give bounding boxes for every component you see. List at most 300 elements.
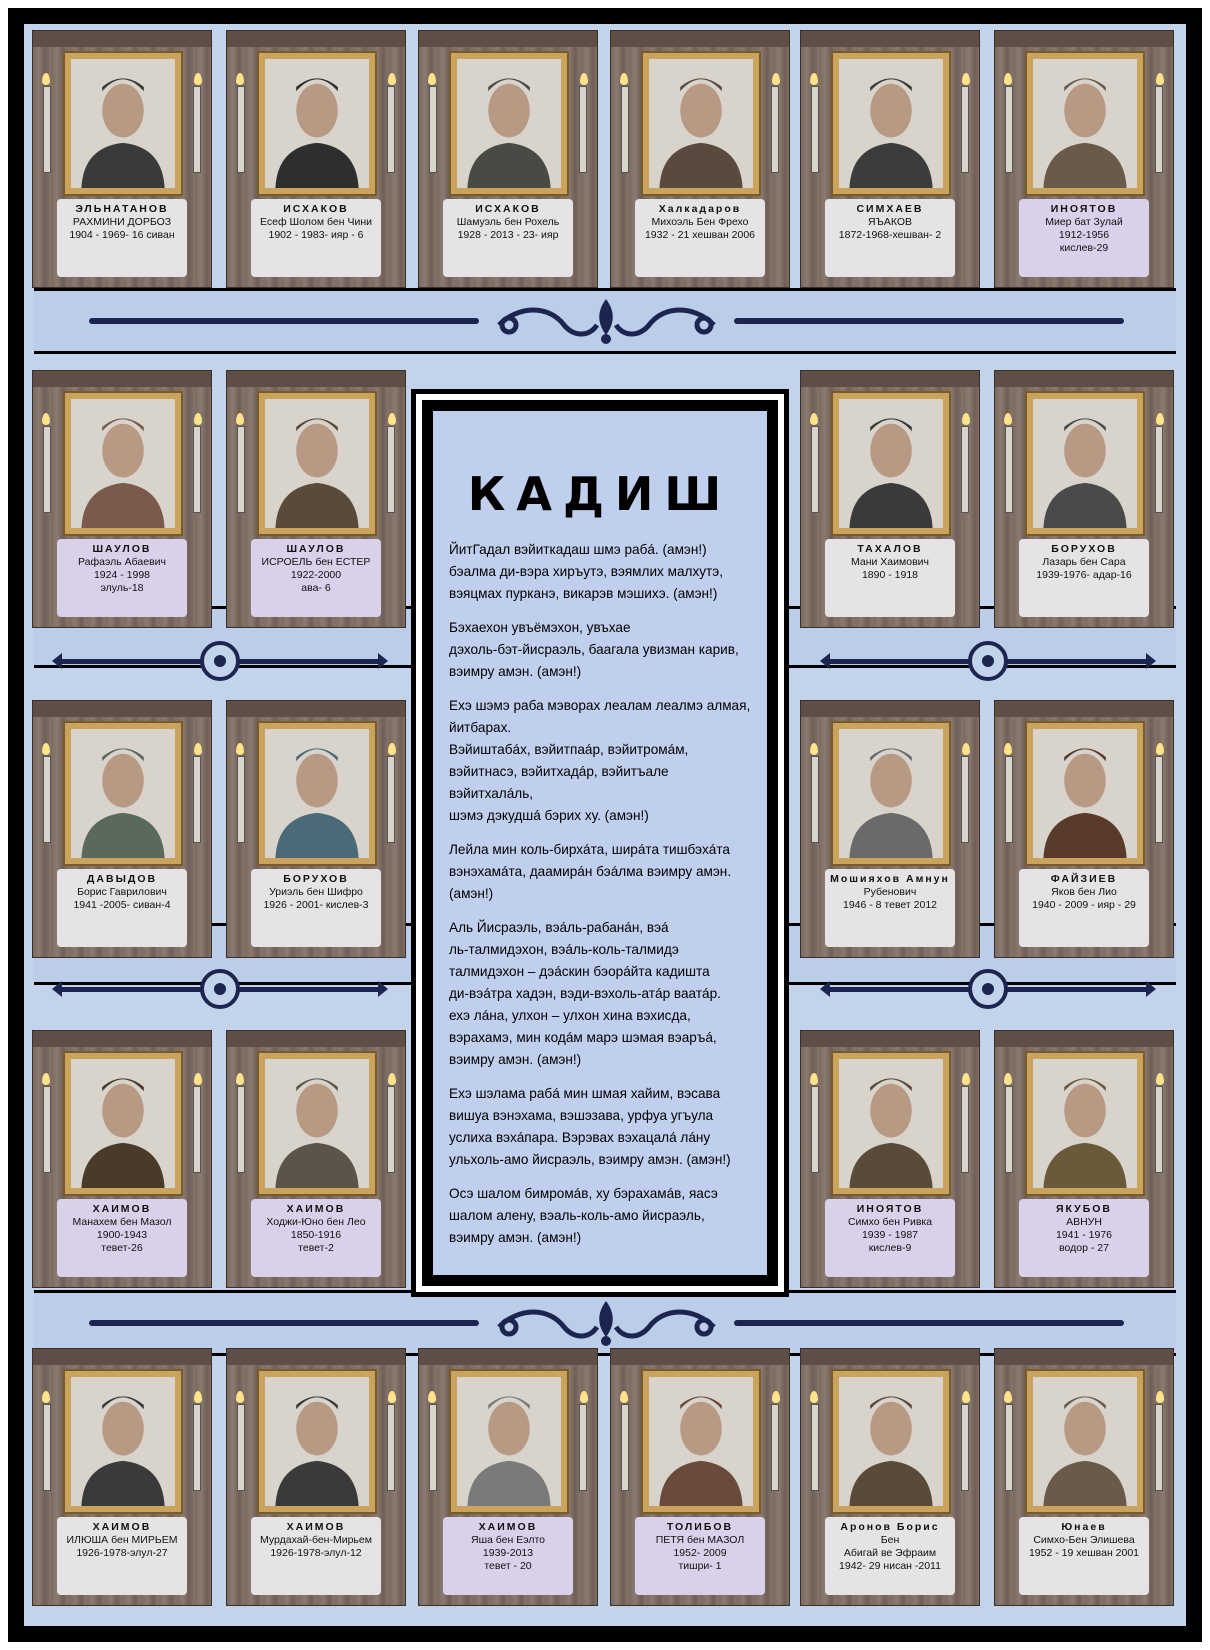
person-surname: ТАХАЛОВ [857,543,923,555]
card-caption [57,199,187,277]
portrait-frame [63,1369,183,1514]
flame-icon [236,1391,244,1403]
candle-icon [579,1404,587,1491]
portrait-icon [1033,59,1137,188]
memorial-card [610,30,790,288]
portrait-icon [71,1377,175,1506]
card-header [801,701,979,717]
portrait-icon [457,59,561,188]
candle-icon [961,86,969,173]
memorial-card [32,1348,212,1606]
flame-icon [236,743,244,755]
person-detail: тевет-2 [298,1242,334,1254]
person-detail: тевет - 20 [484,1560,532,1572]
portrait-icon [71,729,175,858]
flame-icon [1156,1391,1164,1403]
flame-icon [42,1073,50,1085]
flame-icon [388,1073,396,1085]
kaddish-text-area [433,411,767,1275]
person-detail: 1912-1956 [1058,229,1110,241]
portrait-photo [457,59,561,188]
ornament-band-top [34,288,1176,354]
person-surname: БОРУХОВ [1051,543,1117,555]
flame-icon [388,73,396,85]
candle-icon [429,86,437,173]
card-caption [57,1517,187,1595]
portrait-icon [265,399,369,528]
card-header [801,371,979,387]
portrait-frame [641,1369,761,1514]
card-header [419,31,597,47]
portrait-photo [265,59,369,188]
person-detail: ИСРОЕЛЬ бен ЕСТЕР [261,556,371,568]
portrait-icon [71,399,175,528]
portrait-frame [641,51,761,196]
card-header [33,1031,211,1047]
portrait-frame [1025,51,1145,196]
portrait-icon [265,1377,369,1506]
person-detail: Михоэль Бен Фрехо [651,216,749,228]
candle-icon [1005,86,1013,173]
portrait-icon [1033,1059,1137,1188]
flame-icon [620,1391,628,1403]
person-surname: Аронов Борис [840,1521,940,1533]
card-caption [251,1517,381,1595]
card-header [801,31,979,47]
memorial-card [226,700,406,958]
card-header [801,1349,979,1365]
candle-icon [1155,86,1163,173]
card-caption [57,1199,187,1277]
person-detail: Шамуэль бен Рохель [456,216,560,228]
person-detail: ЯЪАКОВ [867,216,913,228]
person-detail: 1926-1978-элул-27 [76,1547,168,1559]
person-surname: ХАИМОВ [286,1521,346,1533]
memorial-card [800,30,980,288]
flame-icon [42,1391,50,1403]
kaddish-paragraph: Лейла мин коль-бирхáта, ширáта тишбэхáта вэнэхамáта, даамирáн бэáлма вэимру амэн. (амэн!) [449,842,732,901]
flame-icon [580,73,588,85]
flame-icon [580,1391,588,1403]
card-caption [635,199,765,277]
flame-icon [388,413,396,425]
person-detail: Борис Гаврилович [77,886,167,898]
flame-icon [1156,413,1164,425]
candle-icon [1005,1404,1013,1491]
person-detail: 1940 - 2009 - ияр - 29 [1032,899,1136,911]
card-header [227,1349,405,1365]
person-detail: кислев-9 [868,1242,912,1254]
person-detail: 1932 - 21 хешван 2006 [644,229,756,241]
card-caption [1019,539,1149,617]
card-header [227,1031,405,1047]
portrait-icon [839,399,943,528]
candle-icon [1155,1086,1163,1173]
candle-icon [237,86,245,173]
card-header [227,371,405,387]
card-header [995,1349,1173,1365]
portrait-frame [63,1051,183,1196]
snowflake-ornament-icon [808,640,1168,684]
memorial-card [226,1348,406,1606]
candle-icon [771,1404,779,1491]
person-surname: ИСХАКОВ [475,203,541,215]
person-detail: АВНУН [1066,1216,1102,1228]
memorial-card [226,1030,406,1288]
kaddish-paragraph: Осэ шалом бимромáв, ху бэрахамáв, яасэ шалом алену, вэаль-коль-амо йисраэль, вэимру амэн. (амэн!) [449,1186,718,1245]
person-detail: ПЕТЯ бен МАЗОЛ [655,1534,745,1546]
person-surname: БОРУХОВ [283,873,349,885]
portrait-icon [1033,729,1137,858]
card-caption [251,869,381,947]
portrait-frame [1025,721,1145,866]
person-detail: Симхо бен Ривка [847,1216,933,1228]
portrait-photo [71,399,175,528]
memorial-card [32,370,212,628]
flame-icon [428,1391,436,1403]
memorial-card [800,1348,980,1606]
candle-icon [43,1086,51,1173]
card-caption [1019,1199,1149,1277]
candle-icon [43,426,51,513]
person-detail: кислев-29 [1059,242,1109,254]
portrait-icon [839,729,943,858]
portrait-frame [257,51,377,196]
person-detail: 1946 - 8 тевет 2012 [842,899,937,911]
candle-icon [621,1404,629,1491]
person-detail: водор - 27 [1059,1242,1109,1254]
card-caption [1019,1517,1149,1595]
flame-icon [236,1073,244,1085]
person-detail: 1939-1976- адар-16 [1036,569,1132,581]
portrait-frame [831,1051,951,1196]
person-detail: 1872-1968-хешван- 2 [838,229,942,241]
person-detail: 1926 - 2001- кислев-3 [263,899,369,911]
candle-icon [961,426,969,513]
snowflake-ornament-icon [40,968,400,1012]
portrait-icon [839,1377,943,1506]
kaddish-paragraphs [449,539,751,1249]
flame-icon [42,413,50,425]
person-surname: ИНОЯТОВ [856,1203,924,1215]
card-header [995,1031,1173,1047]
portrait-icon [1033,1377,1137,1506]
portrait-photo [265,729,369,858]
candle-icon [43,1404,51,1491]
card-caption [57,539,187,617]
flame-icon [1004,1073,1012,1085]
ornament-rule [734,1320,1124,1326]
memorial-card [994,370,1174,628]
ornament-rule [734,318,1124,324]
flame-icon [1156,73,1164,85]
flame-icon [1004,1391,1012,1403]
memorial-card [32,700,212,958]
card-caption [1019,199,1149,277]
person-surname: ИНОЯТОВ [1050,203,1118,215]
person-detail: 1922-2000 [290,569,342,581]
memorial-card [800,370,980,628]
person-detail: ИЛЮША бен МИРЬЕМ [66,1534,178,1546]
candle-icon [429,1404,437,1491]
person-surname: ХАИМОВ [92,1203,152,1215]
card-caption [443,1517,573,1595]
flame-icon [1156,743,1164,755]
candle-icon [193,1404,201,1491]
flame-icon [1156,1073,1164,1085]
kaddish-paragraph: Бэхаехон увъёмэхон, увъхае дэхоль-бэт-йисраэль, баагала увизман карив, вэимру амэн. (амэн!) [449,620,739,679]
person-detail: Манахем бен Мазол [72,1216,172,1228]
portrait-icon [265,1059,369,1188]
card-caption [443,199,573,277]
card-header [801,1031,979,1047]
portrait-icon [265,59,369,188]
portrait-frame [831,391,951,536]
person-surname: Мошияхов Амнун [830,873,950,885]
portrait-photo [265,1377,369,1506]
candle-icon [387,756,395,843]
portrait-photo [649,1377,753,1506]
portrait-frame [257,391,377,536]
card-header [33,1349,211,1365]
person-surname: ТОЛИБОВ [666,1521,734,1533]
kaddish-paragraph: Ехэ шэлама рабá мин шмая хайим, вэсава вишуа вэнэхама, вэшэзава, урфуа угъула услиха вэхáпара. Вэрэвах вэхацалá лáну ульхоль-амо йисраэль, вэимру амэн. (амэн!) [449,1086,731,1167]
card-header [227,31,405,47]
person-surname: ИСХАКОВ [283,203,349,215]
ornament-rule [89,1320,479,1326]
flame-icon [810,743,818,755]
person-surname: ЯКУБОВ [1055,1203,1113,1215]
candle-icon [237,1086,245,1173]
portrait-frame [1025,391,1145,536]
memorial-card [418,30,598,288]
candle-icon [387,86,395,173]
card-caption [251,1199,381,1277]
flame-icon [810,73,818,85]
candle-icon [193,86,201,173]
candle-icon [237,756,245,843]
candle-icon [1155,1404,1163,1491]
portrait-frame [1025,1051,1145,1196]
person-detail: 1941 -2005- сиван-4 [73,899,171,911]
flame-icon [962,413,970,425]
person-detail: Мани Хаимович [851,556,929,568]
portrait-icon [71,1059,175,1188]
portrait-frame [63,51,183,196]
flame-icon [1004,73,1012,85]
portrait-photo [839,1059,943,1188]
person-surname: ДАВЫДОВ [86,873,158,885]
flame-icon [428,73,436,85]
person-detail: 1952- 2009 [673,1547,727,1559]
flame-icon [810,1391,818,1403]
portrait-photo [71,1059,175,1188]
person-detail: Мурдахай-бен-Мирьем [260,1534,372,1546]
person-detail: элуль-18 [100,582,144,594]
memorial-card [32,1030,212,1288]
portrait-icon [1033,399,1137,528]
flame-icon [388,1391,396,1403]
person-detail: 1924 - 1998 [93,569,151,581]
card-caption [57,869,187,947]
portrait-photo [1033,729,1137,858]
candle-icon [193,1086,201,1173]
candle-icon [1005,756,1013,843]
portrait-frame [257,1051,377,1196]
portrait-photo [839,59,943,188]
portrait-frame [831,721,951,866]
person-detail: ава- 6 [301,582,331,594]
portrait-photo [839,399,943,528]
snowflake-ornament-icon [40,640,400,684]
person-detail: Яков бен Лио [1051,886,1117,898]
flame-icon [42,73,50,85]
flame-icon [620,73,628,85]
card-header [419,1349,597,1365]
portrait-frame [449,51,569,196]
person-surname: Халкадаров [658,203,742,215]
card-caption [251,539,381,617]
card-header [227,701,405,717]
person-detail: 1928 - 2013 - 23- ияр [457,229,559,241]
card-caption [825,1199,955,1277]
candle-icon [387,1404,395,1491]
card-header [995,701,1173,717]
candle-icon [621,86,629,173]
candle-icon [43,86,51,173]
person-detail: Бен [880,1534,900,1546]
memorial-card [226,370,406,628]
candle-icon [811,426,819,513]
memorial-card [800,700,980,958]
person-detail: Ходжи-Юно бен Лео [266,1216,366,1228]
kaddish-paragraph: Ехэ шэмэ раба мэворах леалам леалмэ алмая, йитбарах. Вэйиштабáх, вэйитпаáр, вэйитромáм, вэйитнасэ, вэйитхадáр, вэйитъале вэйитхалáль, шэмэ дэкудшá бэрих ху. (амэн!) [449,698,751,823]
candle-icon [811,756,819,843]
memorial-card [418,1348,598,1606]
portrait-icon [839,59,943,188]
flame-icon [772,1391,780,1403]
card-header [33,701,211,717]
person-surname: ШАУЛОВ [92,543,152,555]
portrait-icon [839,1059,943,1188]
portrait-frame [831,1369,951,1514]
portrait-photo [71,729,175,858]
person-detail: Яша бен Еэлто [470,1534,545,1546]
person-surname: ХАИМОВ [286,1203,346,1215]
flame-icon [388,743,396,755]
card-caption [825,539,955,617]
person-surname: ХАИМОВ [92,1521,152,1533]
person-detail: Рафаэль Абаевич [78,556,166,568]
candle-icon [1155,426,1163,513]
portrait-frame [257,721,377,866]
portrait-photo [1033,399,1137,528]
candle-icon [1155,756,1163,843]
scroll-ornament-icon [479,1297,734,1349]
person-detail: 1904 - 1969- 16 сиван [69,229,175,241]
card-header [611,31,789,47]
flame-icon [962,73,970,85]
ornament-band-bottom [34,1290,1176,1356]
flame-icon [194,413,202,425]
portrait-photo [71,1377,175,1506]
card-header [995,31,1173,47]
ornament-rule [89,318,479,324]
portrait-photo [265,399,369,528]
flame-icon [962,1073,970,1085]
person-detail: 1941 - 1976 [1055,1229,1113,1241]
flame-icon [194,73,202,85]
card-caption [825,1517,955,1595]
portrait-icon [649,59,753,188]
memorial-card [994,1348,1174,1606]
flame-icon [962,1391,970,1403]
portrait-icon [457,1377,561,1506]
person-detail: тевет-26 [101,1242,143,1254]
person-detail: 1890 - 1918 [861,569,919,581]
flame-icon [810,1073,818,1085]
portrait-frame [63,391,183,536]
kaddish-paragraph: Аль Йисраэль, вэáль-рабанáн, вэá ль-талмидэхон, вэáль-коль-талмидэ талмидэхон – дэáскин бэорáйта кадишта ди-вэáтра хадэн, вэди-вэхоль-атáр ваатáр. ехэ лáна, улхон – улхон хина вэхисда, вэрахамэ, мин кодáм марэ шэмая вэаръá, вэимру амэн. (амэн!) [449,920,721,1067]
memorial-card [610,1348,790,1606]
candle-icon [961,1404,969,1491]
person-detail: 1939-2013 [482,1547,534,1559]
flame-icon [772,73,780,85]
portrait-frame [63,721,183,866]
person-detail: Уриэль бен Шифро [269,886,363,898]
candle-icon [237,426,245,513]
candle-icon [387,426,395,513]
flame-icon [42,743,50,755]
candle-icon [579,86,587,173]
candle-icon [1005,1086,1013,1173]
portrait-icon [265,729,369,858]
card-caption [825,869,955,947]
portrait-frame [831,51,951,196]
person-detail: Абигай ве Эфраим [843,1547,937,1559]
candle-icon [961,756,969,843]
card-caption [1019,869,1149,947]
person-surname: Юнаев [1061,1521,1107,1533]
person-detail: 1850-1916 [290,1229,342,1241]
person-surname: ШАУЛОВ [286,543,346,555]
portrait-photo [649,59,753,188]
flame-icon [194,743,202,755]
memorial-card [994,700,1174,958]
card-caption [825,199,955,277]
person-detail: 1926-1978-элул-12 [270,1547,362,1559]
person-detail: 1902 - 1983- ияр - 6 [268,229,364,241]
person-detail: Миер бат Зулай [1045,216,1123,228]
memorial-card [994,30,1174,288]
flame-icon [194,1391,202,1403]
card-header [33,371,211,387]
person-detail: Симхо-Бен Элишева [1033,1534,1135,1546]
portrait-photo [839,1377,943,1506]
portrait-frame [1025,1369,1145,1514]
flame-icon [236,73,244,85]
person-detail: тишри- 1 [678,1560,722,1572]
portrait-photo [1033,1377,1137,1506]
flame-icon [1004,413,1012,425]
portrait-photo [71,59,175,188]
portrait-photo [265,1059,369,1188]
kaddish-paragraph: ЙитГадал вэйиткадаш шмэ рабá. (амэн!) бэалма ди-вэра хиръутэ, вэямлих малхутэ, вэяцмах пурканэ, викарэв мэшихэ. (амэн!) [449,542,723,601]
candle-icon [193,426,201,513]
flame-icon [1004,743,1012,755]
portrait-photo [839,729,943,858]
person-surname: ХАИМОВ [478,1521,538,1533]
